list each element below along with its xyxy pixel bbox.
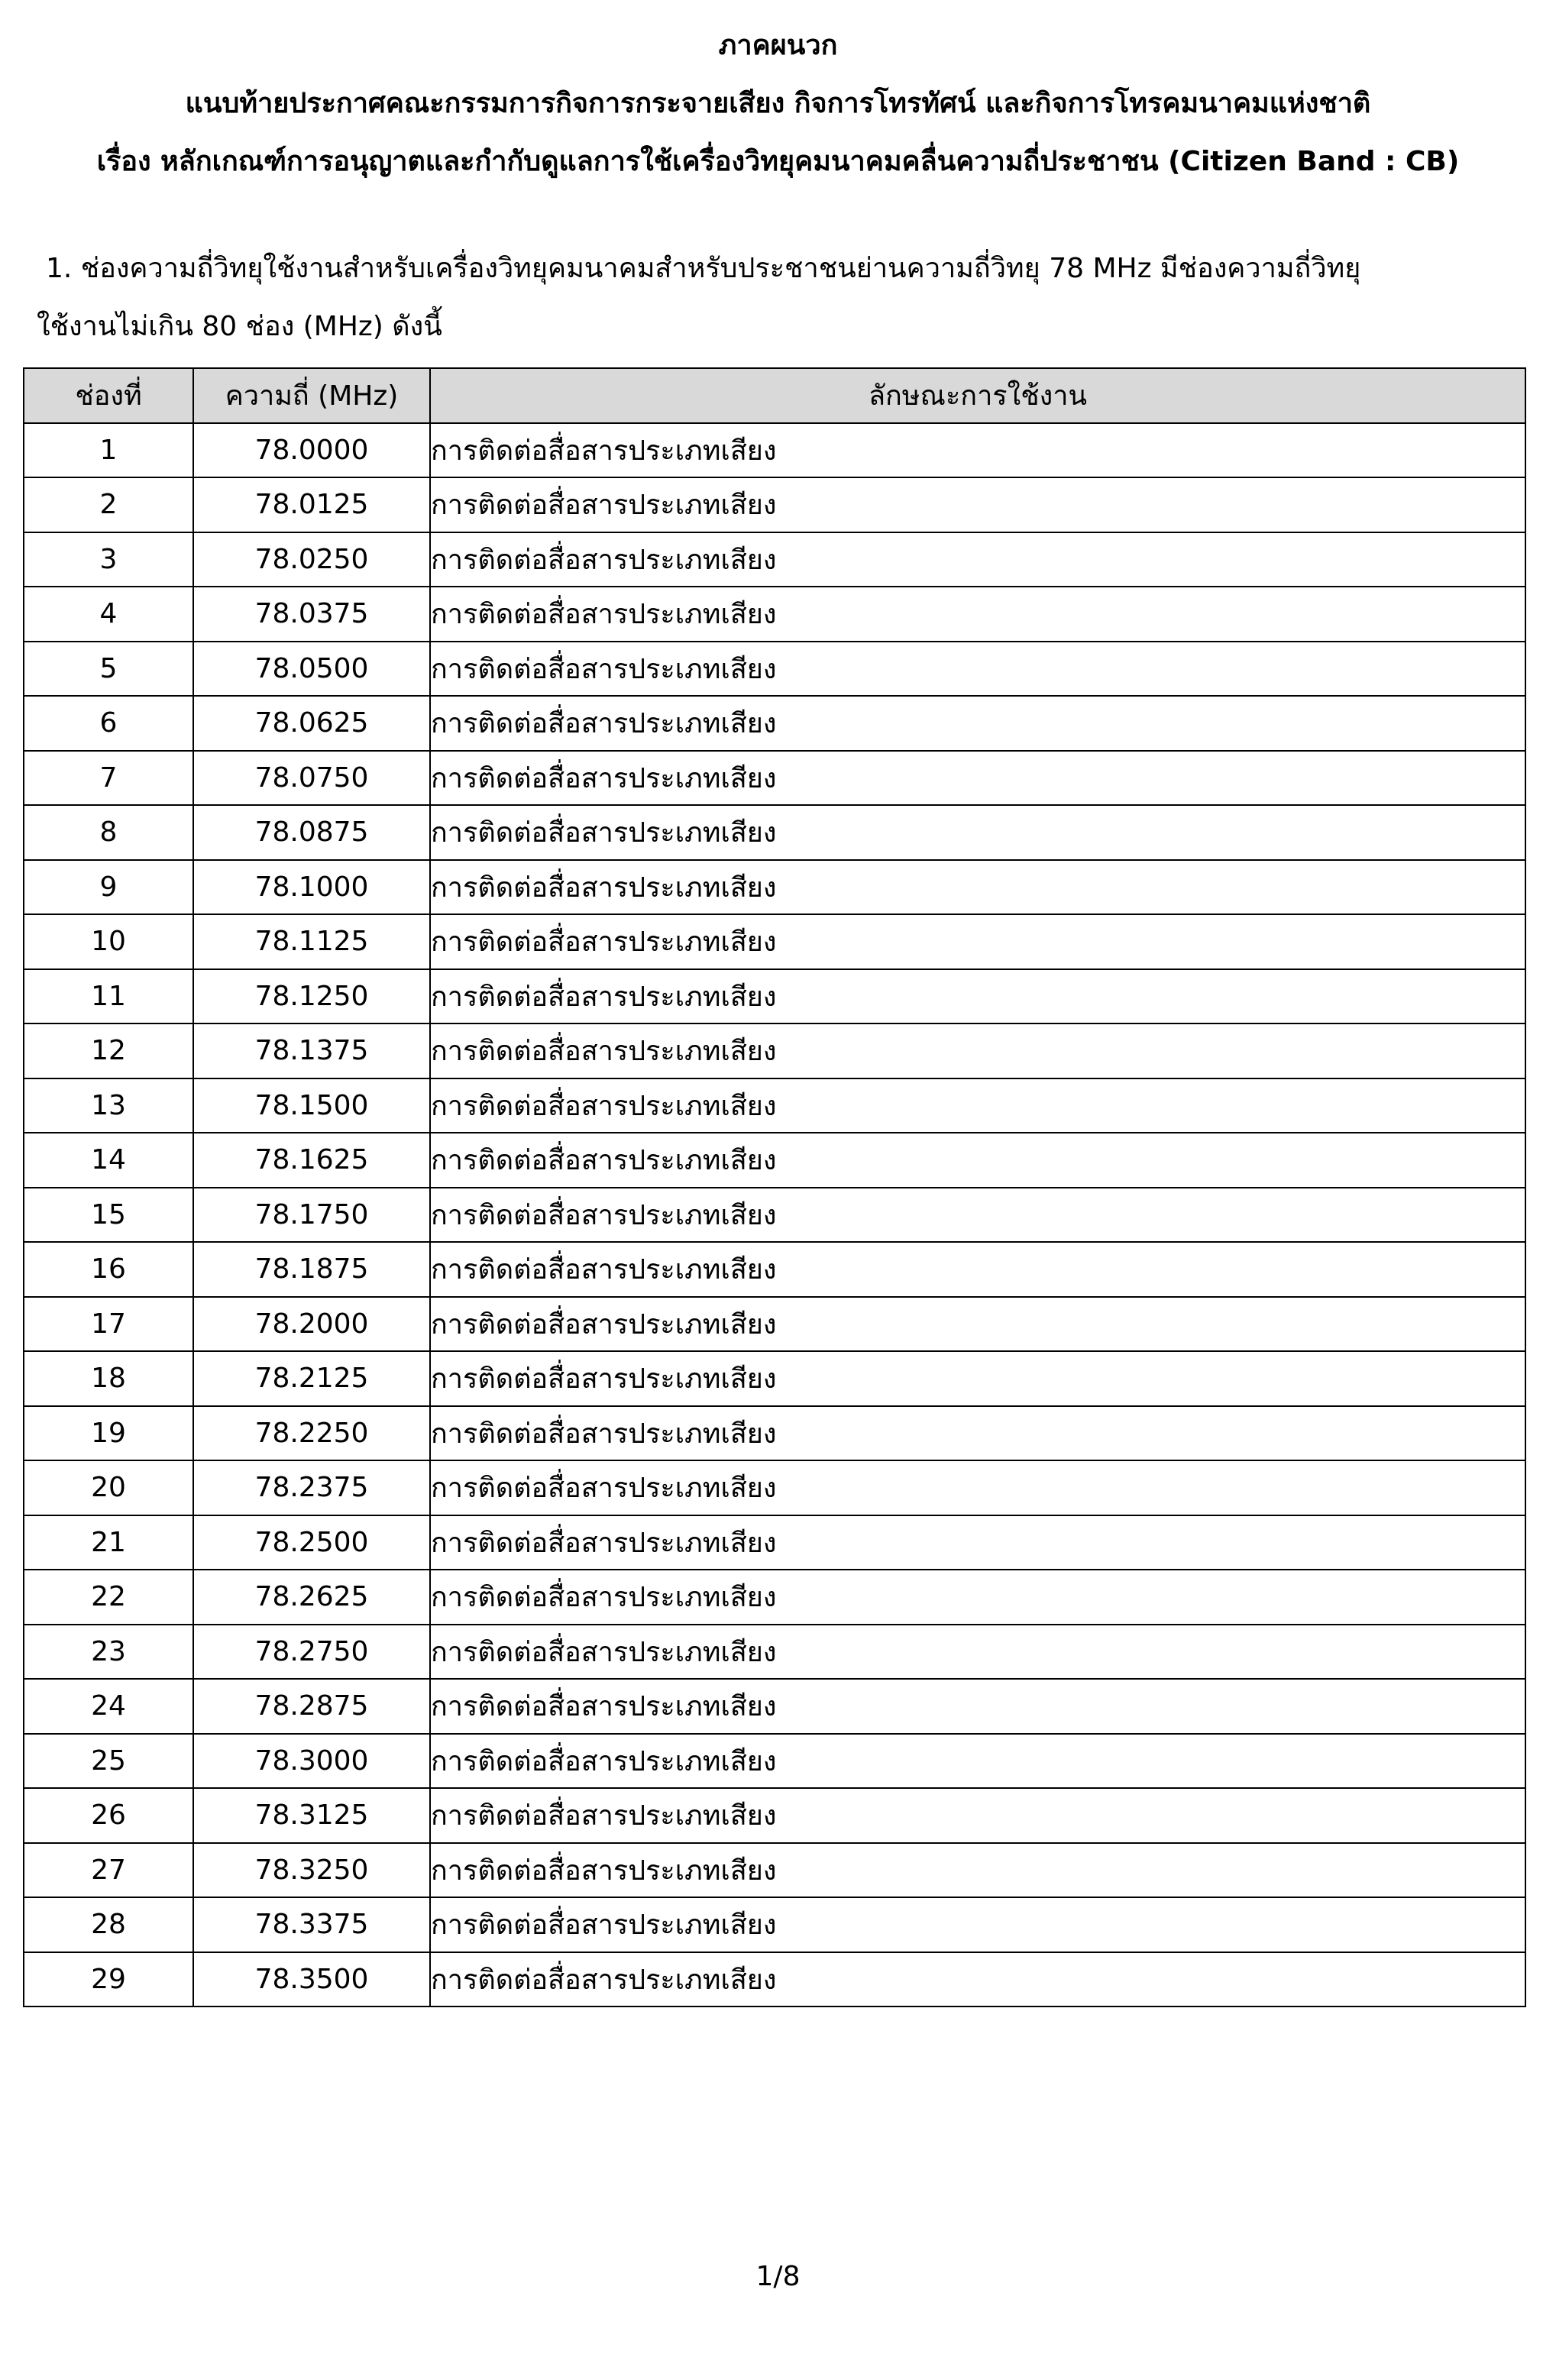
frequency-cell: 78.3375 [193,1897,430,1952]
usage-cell: การติดต่อสื่อสารประเภทเสียง [430,914,1525,969]
usage-cell: การติดต่อสื่อสารประเภทเสียง [430,1515,1525,1570]
channel-number-cell: 25 [24,1734,193,1789]
channel-number-cell: 24 [24,1679,193,1734]
table-row [24,532,1525,587]
usage-cell: การติดต่อสื่อสารประเภทเสียง [430,1242,1525,1297]
frequency-cell: 78.1375 [193,1023,430,1078]
table-row [24,751,1525,806]
frequency-cell: 78.3125 [193,1788,430,1843]
usage-cell: การติดต่อสื่อสารประเภทเสียง [430,969,1525,1024]
channel-number-cell: 26 [24,1788,193,1843]
table-row [24,1188,1525,1243]
frequency-cell: 78.0500 [193,642,430,697]
table-row [24,423,1525,478]
table-row [24,1297,1525,1352]
channel-number-cell: 18 [24,1351,193,1406]
channel-number-cell: 11 [24,969,193,1024]
table-row [24,1734,1525,1789]
table-row [24,1406,1525,1461]
channel-number-cell: 10 [24,914,193,969]
frequency-cell: 78.3500 [193,1952,430,2007]
channel-number-cell: 28 [24,1897,193,1952]
frequency-cell: 78.0750 [193,751,430,806]
channel-number-cell: 20 [24,1460,193,1515]
table-row [24,1023,1525,1078]
header-frequency: ความถี่ (MHz) [193,368,430,423]
usage-cell: การติดต่อสื่อสารประเภทเสียง [430,860,1525,915]
table-row [24,1133,1525,1188]
table-row [24,587,1525,642]
channel-number-cell: 6 [24,696,193,751]
frequency-table [23,367,1526,2007]
usage-cell: การติดต่อสื่อสารประเภทเสียง [430,1351,1525,1406]
channel-number-cell: 7 [24,751,193,806]
usage-cell: การติดต่อสื่อสารประเภทเสียง [430,1734,1525,1789]
usage-cell: การติดต่อสื่อสารประเภทเสียง [430,751,1525,806]
usage-cell: การติดต่อสื่อสารประเภทเสียง [430,1078,1525,1133]
table-row [24,642,1525,697]
table-row [24,860,1525,915]
frequency-cell: 78.2875 [193,1679,430,1734]
table-row [24,1897,1525,1952]
table-row [24,1843,1525,1898]
frequency-cell: 78.1125 [193,914,430,969]
frequency-cell: 78.3250 [193,1843,430,1898]
usage-cell: การติดต่อสื่อสารประเภทเสียง [430,1625,1525,1680]
frequency-cell: 78.0125 [193,477,430,532]
table-row [24,1078,1525,1133]
frequency-cell: 78.2750 [193,1625,430,1680]
channel-number-cell: 16 [24,1242,193,1297]
frequency-cell: 78.3000 [193,1734,430,1789]
channel-number-cell: 19 [24,1406,193,1461]
usage-cell: การติดต่อสื่อสารประเภทเสียง [430,1897,1525,1952]
frequency-cell: 78.2125 [193,1351,430,1406]
table-row [24,1625,1525,1680]
channel-number-cell: 3 [24,532,193,587]
table-body [24,423,1525,2007]
usage-cell: การติดต่อสื่อสารประเภทเสียง [430,805,1525,860]
table-row [24,914,1525,969]
usage-cell: การติดต่อสื่อสารประเภทเสียง [430,1023,1525,1078]
usage-cell: การติดต่อสื่อสารประเภทเสียง [430,1570,1525,1625]
frequency-cell: 78.1875 [193,1242,430,1297]
header-usage: ลักษณะการใช้งาน [430,368,1525,423]
table-row [24,1570,1525,1625]
usage-cell: การติดต่อสื่อสารประเภทเสียง [430,696,1525,751]
table-row [24,805,1525,860]
channel-number-cell: 13 [24,1078,193,1133]
frequency-cell: 78.1625 [193,1133,430,1188]
appendix-title: ภาคผนวก [718,30,838,61]
frequency-cell: 78.1750 [193,1188,430,1243]
table-row [24,1242,1525,1297]
intro-line-2: ใช้งานไม่เกิน 80 ช่อง (MHz) ดังนี้ [37,311,442,342]
subject-line: เรื่อง หลักเกณฑ์การอนุญาตและกำกับดูแลการใช้เครื่องวิทยุคมนาคมคลื่นความถี่ประชาชน (Citizen Band : CB) [96,146,1460,177]
frequency-cell: 78.0000 [193,423,430,478]
table-row [24,1515,1525,1570]
frequency-cell: 78.2625 [193,1570,430,1625]
usage-cell: การติดต่อสื่อสารประเภทเสียง [430,1952,1525,2007]
usage-cell: การติดต่อสื่อสารประเภทเสียง [430,1406,1525,1461]
table-row [24,477,1525,532]
table-row [24,969,1525,1024]
frequency-cell: 78.0250 [193,532,430,587]
channel-number-cell: 5 [24,642,193,697]
header-channel: ช่องที่ [24,368,193,423]
frequency-cell: 78.0875 [193,805,430,860]
channel-number-cell: 15 [24,1188,193,1243]
intro-line-1: 1. ช่องความถี่วิทยุใช้งานสำหรับเครื่องวิทยุคมนาคมสำหรับประชาชนย่านความถี่วิทยุ 78 MHz มีช่องความถี่วิทยุ [46,253,1361,284]
frequency-cell: 78.2250 [193,1406,430,1461]
channel-number-cell: 2 [24,477,193,532]
frequency-cell: 78.2375 [193,1460,430,1515]
usage-cell: การติดต่อสื่อสารประเภทเสียง [430,532,1525,587]
table-row [24,1788,1525,1843]
frequency-cell: 78.1500 [193,1078,430,1133]
frequency-cell: 78.1250 [193,969,430,1024]
announcement-attachment-line: แนบท้ายประกาศคณะกรรมการกิจการกระจายเสียง กิจการโทรทัศน์ และกิจการโทรคมนาคมแห่งชาติ [185,88,1371,119]
usage-cell: การติดต่อสื่อสารประเภทเสียง [430,477,1525,532]
channel-number-cell: 8 [24,805,193,860]
usage-cell: การติดต่อสื่อสารประเภทเสียง [430,587,1525,642]
table-row [24,1460,1525,1515]
usage-cell: การติดต่อสื่อสารประเภทเสียง [430,1788,1525,1843]
usage-cell: การติดต่อสื่อสารประเภทเสียง [430,642,1525,697]
channel-number-cell: 29 [24,1952,193,2007]
document-header [0,17,1556,191]
frequency-cell: 78.0625 [193,696,430,751]
channel-number-cell: 1 [24,423,193,478]
channel-number-cell: 23 [24,1625,193,1680]
channel-number-cell: 27 [24,1843,193,1898]
table-header-row [24,368,1525,423]
table-row [24,1952,1525,2007]
frequency-cell: 78.0375 [193,587,430,642]
frequency-cell: 78.2000 [193,1297,430,1352]
frequency-cell: 78.1000 [193,860,430,915]
usage-cell: การติดต่อสื่อสารประเภทเสียง [430,1188,1525,1243]
channel-number-cell: 22 [24,1570,193,1625]
usage-cell: การติดต่อสื่อสารประเภทเสียง [430,1133,1525,1188]
frequency-cell: 78.2500 [193,1515,430,1570]
usage-cell: การติดต่อสื่อสารประเภทเสียง [430,1843,1525,1898]
channel-number-cell: 17 [24,1297,193,1352]
channel-number-cell: 14 [24,1133,193,1188]
channel-number-cell: 12 [24,1023,193,1078]
table-row [24,1351,1525,1406]
usage-cell: การติดต่อสื่อสารประเภทเสียง [430,1679,1525,1734]
channel-number-cell: 4 [24,587,193,642]
table-row [24,1679,1525,1734]
table-row [24,696,1525,751]
usage-cell: การติดต่อสื่อสารประเภทเสียง [430,1460,1525,1515]
channel-number-cell: 9 [24,860,193,915]
usage-cell: การติดต่อสื่อสารประเภทเสียง [430,423,1525,478]
usage-cell: การติดต่อสื่อสารประเภทเสียง [430,1297,1525,1352]
channel-number-cell: 21 [24,1515,193,1570]
page-number: 1/8 [755,2261,801,2292]
intro-paragraph [37,240,1526,356]
